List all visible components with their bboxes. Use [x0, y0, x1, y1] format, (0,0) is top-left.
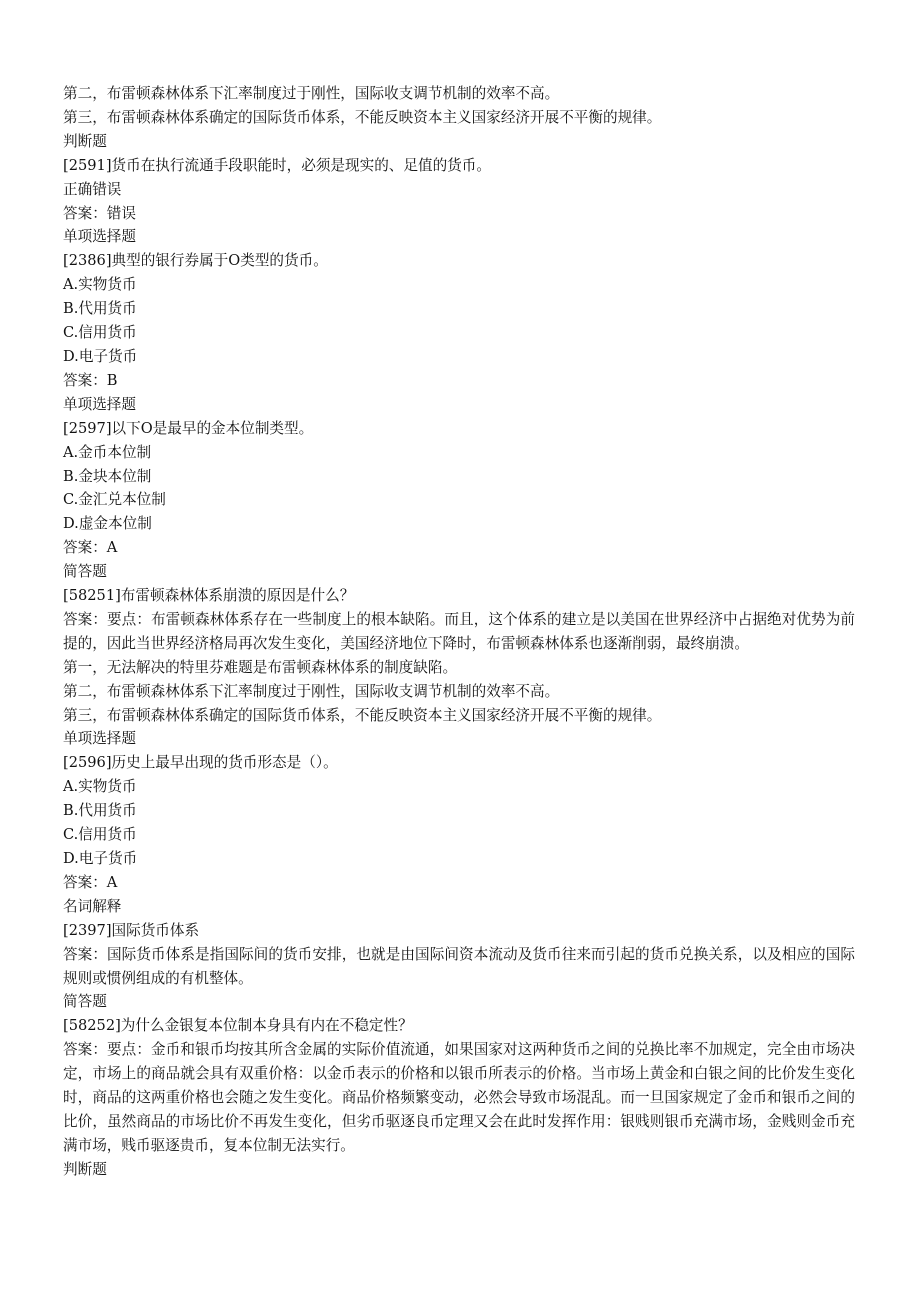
document-body — [63, 82, 855, 1182]
option-text: C.金汇兑本位制 — [63, 491, 166, 509]
question-text: [2591]货币在执行流通手段职能时，必须是现实的、足值的货币。 — [63, 156, 491, 174]
text-line: 第三，布雷顿森林体系确定的国际货币体系，不能反映资本主义国家经济开展不平衡的规律。 — [63, 706, 662, 724]
question-text: [2597]以下O是最早的金本位制类型。 — [63, 419, 314, 437]
answer-text: 答案：国际货币体系是指国际间的货币安排，也就是由国际间资本流动及货币往来而引起的货币兑换关系，以及相应的国际规则或惯例组成的有机整体。 — [63, 945, 855, 987]
text-line: 第二，布雷顿森林体系下汇率制度过于刚性，国际收支调节机制的效率不高。 — [63, 682, 560, 700]
answer-text: 答案：要点：布雷顿森林体系存在一些制度上的根本缺陷。而且，这个体系的建立是以美国在世界经济中占据绝对优势为前提的，因此当世界经济格局再次发生变化，美国经济地位下降时，布雷顿森林体系也逐渐削弱，最终崩溃。 — [63, 610, 855, 652]
question-text: [2386]典型的银行券属于O类型的货币。 — [63, 252, 328, 270]
answer-text: 答案：A — [63, 539, 118, 557]
question-text: [2596]历史上最早出现的货币形态是（）。 — [63, 754, 338, 772]
question-text: [2397]国际货币体系 — [63, 921, 200, 939]
text-line: 第三，布雷顿森林体系确定的国际货币体系，不能反映资本主义国家经济开展不平衡的规律。 — [63, 108, 662, 126]
section-heading: 简答题 — [63, 993, 107, 1011]
option-text: D.电子货币 — [63, 347, 138, 365]
option-text: B.代用货币 — [63, 802, 137, 820]
answer-text: 答案：要点：金币和银币均按其所含金属的实际价值流通，如果国家对这两种货币之间的兑换比率不加规定，完全由市场决定，市场上的商品就会具有双重价格：以金币表示的价格和以银币所表示的价格。当市场上黄金和白银之间的比价发生变化时，商品的这两重价格也会随之发生变化。商品价格频繁变动，必然会导致市场混乱。而一旦国家规定了金币和银币之间的比价，虽然商品的市场比价不再发生变化，但劣币驱逐良币定理又会在此时发挥作用：银贱则银币充满市场，金贱则金币充满市场，贱币驱逐贵币，复本位制无法实行。 — [63, 1041, 855, 1154]
option-text: C.信用货币 — [63, 826, 137, 844]
section-heading: 单项选择题 — [63, 395, 136, 413]
answer-text: 答案：A — [63, 873, 118, 891]
section-heading: 判断题 — [63, 132, 107, 150]
section-heading: 简答题 — [63, 563, 107, 581]
section-heading: 判断题 — [63, 1160, 107, 1178]
text-line: 第二，布雷顿森林体系下汇率制度过于刚性，国际收支调节机制的效率不高。 — [63, 85, 560, 102]
option-text: 正确错误 — [63, 180, 122, 198]
option-text: A.实物货币 — [63, 778, 137, 796]
option-text: A.金币本位制 — [63, 443, 152, 461]
question-text: [58252]为什么金银复本位制本身具有内在不稳定性？ — [63, 1017, 413, 1035]
option-text: D.虚金本位制 — [63, 515, 152, 533]
answer-text: 答案：B — [63, 371, 118, 389]
option-text: B.代用货币 — [63, 300, 137, 318]
section-heading: 名词解释 — [63, 897, 122, 915]
option-text: A.实物货币 — [63, 276, 137, 294]
section-heading: 单项选择题 — [63, 228, 136, 246]
answer-text: 答案：错误 — [63, 204, 136, 222]
option-text: B.金块本位制 — [63, 467, 152, 485]
option-text: D.电子货币 — [63, 850, 138, 867]
question-text: [58251]布雷顿森林体系崩溃的原因是什么？ — [63, 587, 355, 605]
text-line: 第一，无法解决的特里芬难题是布雷顿森林体系的制度缺陷。 — [63, 658, 458, 676]
section-heading: 单项选择题 — [63, 730, 136, 748]
option-text: C.信用货币 — [63, 324, 137, 342]
